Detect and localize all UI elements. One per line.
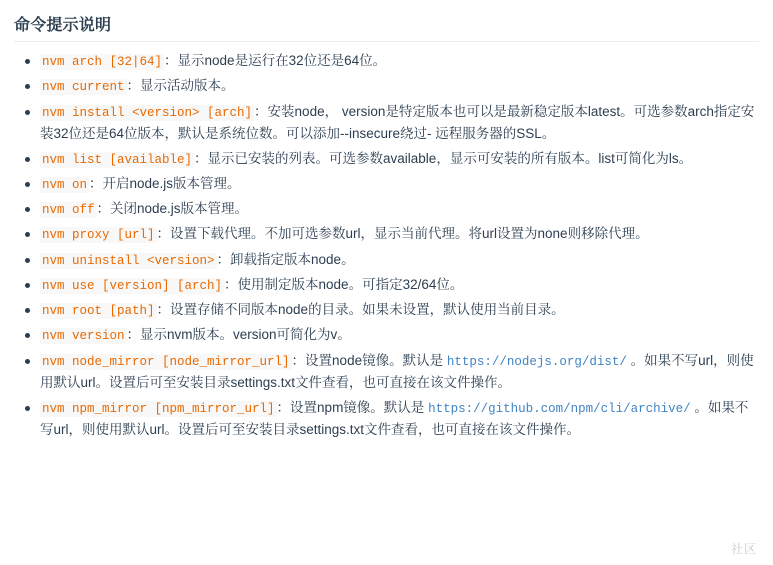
list-item <box>40 173 759 195</box>
list-item <box>40 299 759 321</box>
command-code: nvm npm_mirror [npm_mirror_url] <box>42 401 275 416</box>
command-description: ：设置存储不同版本node的目录。如果未设置，默认使用当前目录。 <box>156 302 565 318</box>
external-link[interactable]: https://github.com/npm/cli/archive/ <box>428 401 691 416</box>
command-code: nvm off <box>42 203 95 218</box>
command-description: ：卸载指定版本node。 <box>216 251 355 267</box>
command-list <box>14 50 759 441</box>
command-code: nvm version <box>42 329 125 344</box>
command-code: nvm on <box>42 177 88 192</box>
command-description: ：设置node镜像。默认是 <box>291 352 447 368</box>
command-description: ：使用制定版本node。可指定32/64位。 <box>224 276 464 292</box>
command-code: nvm use [version] [arch] <box>42 278 223 293</box>
list-item <box>40 324 759 346</box>
command-description: ：显示已安装的列表。可选参数available，显示可安装的所有版本。list可简化为ls。 <box>194 150 693 166</box>
list-item <box>40 75 759 97</box>
command-description: ：安装node， version是特定版本也可以是最新稳定版本latest。可选参数arch指定安装32位还是64位版本，默认是系统位数。可以添加--insecure绕过- 远程服务器的SSL。 <box>40 103 755 141</box>
list-item <box>40 223 759 245</box>
command-code: nvm list [available] <box>42 152 193 167</box>
list-item <box>40 198 759 220</box>
title-divider <box>14 41 759 42</box>
page-title: 命令提示说明 <box>14 17 112 34</box>
command-description: ：显示nvm版本。version可简化为v。 <box>126 327 351 343</box>
command-description: 。如果不写url，则使用默认url。设置后可至安装目录settings.txt文件查看，也可直接在该文件操作。 <box>40 399 749 437</box>
list-item <box>40 397 759 441</box>
list-item <box>40 101 759 145</box>
list-item <box>40 148 759 170</box>
command-description: 。如果不写url，则使用默认url。设置后可至安装目录settings.txt文件查看，也可直接在该文件操作。 <box>40 352 754 390</box>
list-item <box>40 249 759 271</box>
command-description: ：设置npm镜像。默认是 <box>276 399 429 415</box>
command-code: nvm install <version> [arch] <box>42 105 253 120</box>
command-description: ：开启node.js版本管理。 <box>89 175 241 191</box>
watermark: 社区 <box>730 542 757 556</box>
command-description: ：显示node是运行在32位还是64位。 <box>164 53 387 68</box>
command-code: nvm root [path] <box>42 304 155 319</box>
list-item <box>40 50 759 72</box>
external-link[interactable]: https://nodejs.org/dist/ <box>446 354 627 369</box>
command-code: nvm proxy [url] <box>42 228 155 243</box>
command-code: nvm uninstall <version> <box>42 253 215 268</box>
list-item <box>40 274 759 296</box>
command-description: ：显示活动版本。 <box>126 78 235 94</box>
command-code: nvm arch [32|64] <box>42 55 163 69</box>
command-description: ：设置下载代理。不加可选参数url，显示当前代理。将url设置为none则移除代理。 <box>156 226 649 242</box>
list-item <box>40 350 759 394</box>
command-code: nvm node_mirror [node_mirror_url] <box>42 354 290 369</box>
command-description: ：关闭node.js版本管理。 <box>96 201 249 217</box>
command-code: nvm current <box>42 80 125 95</box>
